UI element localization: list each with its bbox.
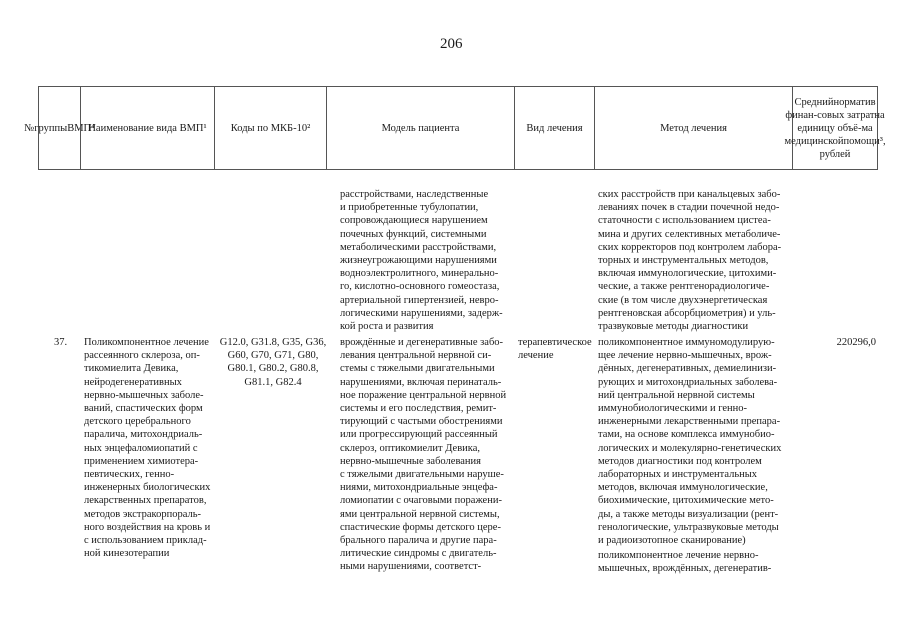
text-line: на единицу объё- <box>797 109 885 134</box>
text-line: жизнеугрожающими нарушениями <box>340 255 497 267</box>
text-line: ного воздействия на кровь и <box>84 521 211 533</box>
text-line: нейродегенеративных <box>84 376 182 388</box>
text-line: тразвуковые методы диагностики <box>598 321 749 333</box>
text-line: рассеянного склероза, оп- <box>84 350 200 362</box>
text-line: ские (в том числе двухэнергетическая <box>598 294 768 306</box>
header-group-number <box>24 86 95 170</box>
text-line: паралича, митохондриаль- <box>84 429 203 441</box>
text-line: тирующий с частыми обострениями <box>340 416 503 428</box>
text-line: стемы с тяжелыми двигательными <box>340 363 495 375</box>
text-line: ными нарушениями, соответст- <box>340 561 482 573</box>
text-line: леваниях почек в стадии почечной недо- <box>598 202 780 214</box>
text-line: ное поражение центральной нервной <box>340 389 507 401</box>
text-line: лекарственных препаратов, <box>84 495 207 507</box>
text-line: склероз, оптикомиелит Девика, <box>340 442 481 454</box>
header-cost-lines <box>784 96 885 161</box>
text-line: расстройствами, наследственные <box>340 189 489 200</box>
continuation-method <box>598 188 781 333</box>
text-line: с тяжелыми двигательными наруше- <box>340 469 504 481</box>
text-line: щее лечение нервно-мышечных, врож- <box>598 350 772 362</box>
text-line: и радиоизотопное сканирование) <box>598 535 746 547</box>
text-line: биохимические, цитохимические мето- <box>598 495 774 507</box>
text-line: терапевтическое <box>518 337 592 348</box>
text-line: включая иммунологические, цитохими- <box>598 268 777 280</box>
text-line: ных энцефаломиопатий с <box>84 442 198 454</box>
text-line: логическими нарушениями, задерж- <box>340 307 503 319</box>
text-line: ВМП⁴ <box>67 122 95 134</box>
text-line: тами, на основе комплекса иммунобио- <box>598 429 775 441</box>
text-line: рентгеновская абсорбциометрия) и уль- <box>598 307 776 319</box>
text-line: левания центральной нервной си- <box>340 350 492 362</box>
header-name-label: Наименование вида ВМП¹ <box>88 122 207 134</box>
text-line: G81.1, G82.4 <box>244 376 302 388</box>
text-line: торных и инструментальных методов, <box>598 255 769 267</box>
text-line: помощи³, рублей <box>819 135 886 160</box>
header-name <box>80 86 214 170</box>
text-line: ниями, митохондриальные энцефа- <box>340 482 498 494</box>
text-line: брального паралича и другие пара- <box>340 535 497 547</box>
header-treatment-type-label: Вид лечения <box>526 122 583 134</box>
text-line: методов экстракорпораль- <box>84 508 201 520</box>
text-line: ческие, а также рентгенорадиологиче- <box>598 281 770 293</box>
text-line: Средний <box>794 96 834 108</box>
continuation-patient-model <box>340 188 503 333</box>
text-line: детского церебрального <box>84 416 191 428</box>
text-line: применением химиотера- <box>84 455 199 467</box>
row37-number: 37. <box>54 337 68 348</box>
text-line: почечных функций, системными <box>340 228 487 240</box>
header-codes <box>214 86 326 170</box>
text-line: ских расстройств при канальцевых забо- <box>598 189 781 200</box>
text-line: литические синдромы с двигатель- <box>340 548 497 560</box>
text-line: го, кислотно-основного гомеостаза, <box>340 281 500 293</box>
row37-method <box>598 336 781 547</box>
header-patient-model <box>326 86 514 170</box>
text-line: мышечных, врождённых, дегенератив- <box>598 563 772 575</box>
text-line: логических и молекулярно-генетических <box>598 442 782 454</box>
text-line: G60, G70, G71, G80, <box>227 350 319 362</box>
text-line: системы и его последствия, ремит- <box>340 403 497 415</box>
text-line: методов диагностики под контролем <box>598 455 762 467</box>
text-line: спастические формы детского цере- <box>340 521 501 533</box>
text-line: с использованием приклад- <box>84 535 207 547</box>
row37-patient-model <box>340 336 506 574</box>
text-line: дённых, дегенеративных, демиелинизи- <box>598 363 777 375</box>
text-line: или прогрессирующий рассеянный <box>340 429 498 441</box>
text-line: совых затрат <box>817 109 875 121</box>
text-line: водноэлектролитного, минерально- <box>340 268 499 280</box>
header-cost <box>784 86 886 170</box>
text-line: нервно-мышечные заболевания <box>340 455 481 467</box>
text-line: артериальной гипертензией, невро- <box>340 294 499 306</box>
text-line: группы <box>34 122 68 134</box>
page-number: 206 <box>440 36 463 52</box>
text-line: ма медицинской <box>784 122 873 147</box>
text-line: метаболическими расстройствами, <box>340 241 497 253</box>
text-line: норматив финан- <box>785 96 876 121</box>
row37-name <box>84 336 210 560</box>
header-treatment-type <box>514 86 594 170</box>
text-line: ды, а также методы визуализации (рент- <box>598 508 779 520</box>
text-line: G12.0, G31.8, G35, G36, <box>219 337 327 348</box>
text-line: и приобретенные тубулопатии, <box>340 202 479 214</box>
text-line: поликомпонентное лечение нервно- <box>598 550 759 561</box>
row37-method-second <box>598 549 771 575</box>
text-line: инженерных биологических <box>84 482 211 494</box>
text-line: тикомиелита Девика, <box>84 363 179 375</box>
header-codes-label: Коды по МКБ-10² <box>230 122 311 134</box>
text-line: нарушениями, включая перинаталь- <box>340 376 502 388</box>
text-line: № <box>24 122 35 134</box>
text-line: ских корректоров под контролем лабора- <box>598 241 782 253</box>
header-method-label: Метод лечения <box>660 122 727 134</box>
text-line: ваний, спастических форм <box>84 403 203 415</box>
text-line: кой роста и развития <box>340 321 434 333</box>
row37-cost: 220296,0 <box>836 337 876 348</box>
header-patient-model-label: Модель пациента <box>381 122 460 134</box>
text-line: статочности с использованием цистеа- <box>598 215 771 227</box>
text-line: мина и других селективных метаболиче- <box>598 228 781 240</box>
text-line: G80.1, G80.2, G80.8, <box>227 363 319 375</box>
text-line: генологические, ультразвуковые методы <box>598 521 779 533</box>
text-line: ями центральной нервной системы, <box>340 508 500 520</box>
header-method <box>594 86 792 170</box>
row37-codes <box>214 336 332 389</box>
text-line: врождённые и дегенеративные забо- <box>340 337 504 348</box>
text-line: нервно-мышечных заболе- <box>84 389 204 401</box>
text-line: певтических, генно- <box>84 469 175 481</box>
text-line: ной кинезотерапии <box>84 548 170 560</box>
text-line: методов, включая иммунологические, <box>598 482 768 494</box>
row37-treatment-type <box>518 336 592 362</box>
text-line: иммунобиологическими и генно- <box>598 403 748 415</box>
text-line: рующих и митохондриальных заболева- <box>598 376 778 388</box>
text-line: ний центральной нервной системы <box>598 389 755 401</box>
text-line: Поликомпонентное лечение <box>84 337 209 348</box>
text-line: сопровождающиеся нарушением <box>340 215 488 227</box>
text-line: ломиопатии с очаговыми поражени- <box>340 495 502 507</box>
text-line: лабораторных и инструментальных <box>598 469 758 481</box>
text-line: инженерными лекарственными препара- <box>598 416 781 428</box>
text-line: лечение <box>518 350 554 362</box>
text-line: поликомпонентное иммуномодулирую- <box>598 337 775 348</box>
